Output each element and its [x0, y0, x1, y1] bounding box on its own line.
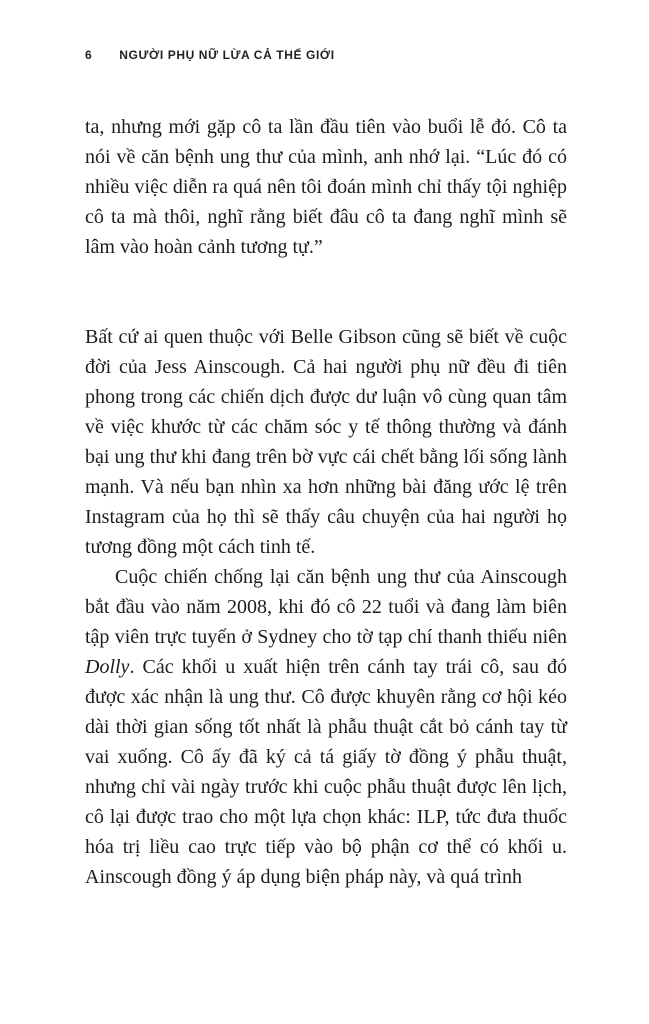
paragraph-1: ta, nhưng mới gặp cô ta lần đầu tiên vào buổi lễ đó. Cô ta nói về căn bệnh ung thư của mình, anh nhớ lại. “Lúc đó có nhiều việc diễn ra quá nên tôi đoán mình chỉ thấy tội nghiệp cô ta mà thôi, nghĩ rằng biết đâu cô ta đang nghĩ mình sẽ lâm vào hoàn cảnh tương tự.”: [85, 116, 567, 258]
magazine-title-italic: Dolly: [85, 656, 130, 678]
page-header: [85, 48, 567, 62]
paragraph-2: Bất cứ ai quen thuộc với Belle Gibson cũng sẽ biết về cuộc đời của Jess Ainscough. Cả hai người phụ nữ đều đi tiên phong trong các chiến dịch được dư luận vô cùng quan tâm về việc khước từ các chăm sóc y tế thông thường và đánh bại ung thư khi đang trên bờ vực cái chết bằng lối sống lành mạnh. Và nếu bạn nhìn xa hơn những bài đăng ước lệ trên Instagram của họ thì sẽ thấy câu chuyện của hai người họ tương đồng một cách tinh tế.: [85, 326, 567, 558]
paragraph-3-text-continued: . Các khối u xuất hiện trên cánh tay trái cô, sau đó được xác nhận là ung thư. Cô được khuyên rằng cơ hội kéo dài thời gian sống tốt nhất là phẫu thuật cắt bỏ cánh tay từ vai xuống. Cô ấy đã ký cả tá giấy tờ đồng ý phẫu thuật, nhưng chỉ vài ngày trước khi cuộc phẫu thuật được lên lịch, cô lại được trao cho một lựa chọn khác: ILP, tức đưa thuốc hóa trị liều cao trực tiếp vào bộ phận cơ thể có khối u. Ainscough đồng ý áp dụng biện pháp này, và quá trình: [85, 656, 567, 888]
paragraph-3-text: Cuộc chiến chống lại căn bệnh ung thư của Ainscough bắt đầu vào năm 2008, khi đó cô 22 tuổi và đang làm biên tập viên trực tuyến ở Sydney cho tờ tạp chí thanh thiếu niên: [85, 566, 567, 648]
page-body: [85, 112, 567, 892]
running-title: NGƯỜI PHỤ NỮ LỪA CẢ THẾ GIỚI: [119, 48, 335, 62]
page-number: 6: [85, 48, 93, 62]
paragraph-3: [85, 562, 567, 892]
